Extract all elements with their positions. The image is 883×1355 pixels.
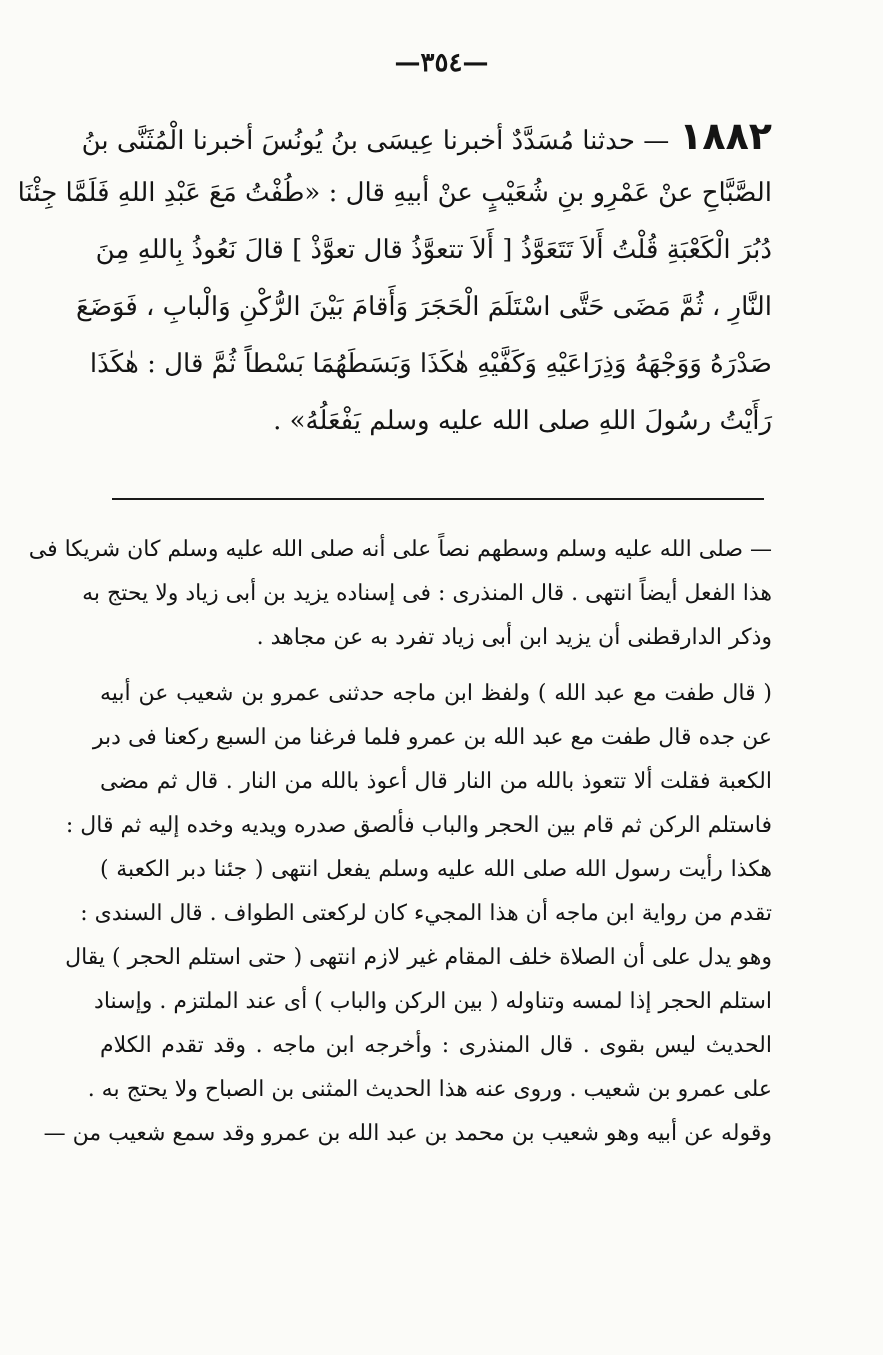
hadith-number: ١٨٨٢: [679, 114, 772, 158]
hadith-line-1: [81, 108, 772, 165]
commentary-p2-line-5: هكذا رأيت رسول الله صلى الله عليه وسلم يفعل انتهى ( جئنا دبر الكعبة ): [100, 857, 772, 882]
commentary-p1-line-3: وذكر الدارقطنى أن يزيد ابن أبى زياد تفرد به عن مجاهد .: [256, 625, 772, 650]
hadith-line-1-text: — حدثنا مُسَدَّدٌ أخبرنا عِيسَى بنُ يُونُسَ أخبرنا الْمُثَنَّى بنُ: [81, 126, 670, 156]
commentary-p2-line-11: وقوله عن أبيه وهو شعيب بن محمد بن عبد الله بن عمرو وقد سمع شعيب من —: [43, 1121, 772, 1146]
commentary-p1-line-1: — صلى الله عليه وسلم وسطهم نصاً على أنه صلى الله عليه وسلم كان شريكا فى: [28, 537, 772, 562]
hadith-line-6: رَأَيْتُ رسُولَ اللهِ صلى الله عليه وسلم يَفْعَلُهُ» .: [273, 406, 772, 436]
commentary-p2-line-8: استلم الحجر إذا لمسه وتناوله ( بين الركن والباب ) أى عند الملتزم . وإسناد: [94, 989, 772, 1014]
commentary-p2-line-1: ( قال طفت مع عبد الله ) ولفظ ابن ماجه حدثنى عمرو بن شعيب عن أبيه: [100, 681, 772, 706]
hadith-line-2: الصَّبَّاحِ عنْ عَمْرِو بنِ شُعَيْبٍ عنْ أبيهِ قال : «طُفْتُ مَعَ عَبْدِ اللهِ فَلَمَّا جِئْنَا: [17, 178, 772, 208]
commentary-p2-line-9: الحديث ليس بقوى . قال المنذرى : وأخرجه ابن ماجه . وقد تقدم الكلام: [100, 1033, 772, 1058]
commentary-p2-line-7: وهو يدل على أن الصلاة خلف المقام غير لازم انتهى ( حتى استلم الحجر ) يقال: [65, 945, 772, 970]
commentary-p1-line-2: هذا الفعل أيضاً انتهى . قال المنذرى : فى إسناده يزيد بن أبى زياد ولا يحتج به: [82, 581, 772, 606]
commentary-p2-line-6: تقدم من رواية ابن ماجه أن هذا المجيء كان لركعتى الطواف . قال السندى :: [80, 901, 772, 926]
footnote-separator: [112, 498, 764, 500]
page-number: —٣٥٤—: [394, 48, 489, 78]
hadith-text: [17, 108, 772, 450]
commentary-p2-line-3: الكعبة فقلت ألا تتعوذ بالله من النار قال أعوذ بالله من النار . قال ثم مضى: [100, 769, 772, 794]
commentary-p2-line-2: عن جده قال طفت مع عبد الله بن عمرو فلما فرغنا من السبع ركعنا فى دبر: [92, 725, 772, 750]
paragraph-gap: [100, 660, 772, 672]
hadith-line-4: النَّارِ ، ثُمَّ مَضَى حَتَّى اسْتَلَمَ الْحَجَرَ وَأَقامَ بَيْنَ الرُّكْنِ وَالْبابِ ، فَوَضَعَ: [75, 292, 772, 322]
commentary-p2-line-4: فاستلم الركن ثم قام بين الحجر والباب فألصق صدره ويديه وخده إليه ثم قال :: [65, 813, 772, 838]
commentary-p2-line-10: على عمرو بن شعيب . وروى عنه هذا الحديث المثنى بن الصباح ولا يحتج به .: [87, 1077, 772, 1102]
commentary-text: [28, 528, 772, 1156]
hadith-line-3: دُبُرَ الْكَعْبَةِ قُلْتُ أَلاَ تَتَعَوَّذُ [ أَلاَ تتعوَّذُ قال تعوَّذْ ] قالَ نَعُوذُ بِاللهِ مِنَ: [95, 235, 772, 265]
hadith-line-5: صَدْرَهُ وَوَجْهَهُ وَذِرَاعَيْهِ وَكَفَّيْهِ هٰكَذَا وَبَسَطَهُمَا بَسْطاً ثُمَّ قال : هٰكَذَا: [89, 349, 772, 379]
